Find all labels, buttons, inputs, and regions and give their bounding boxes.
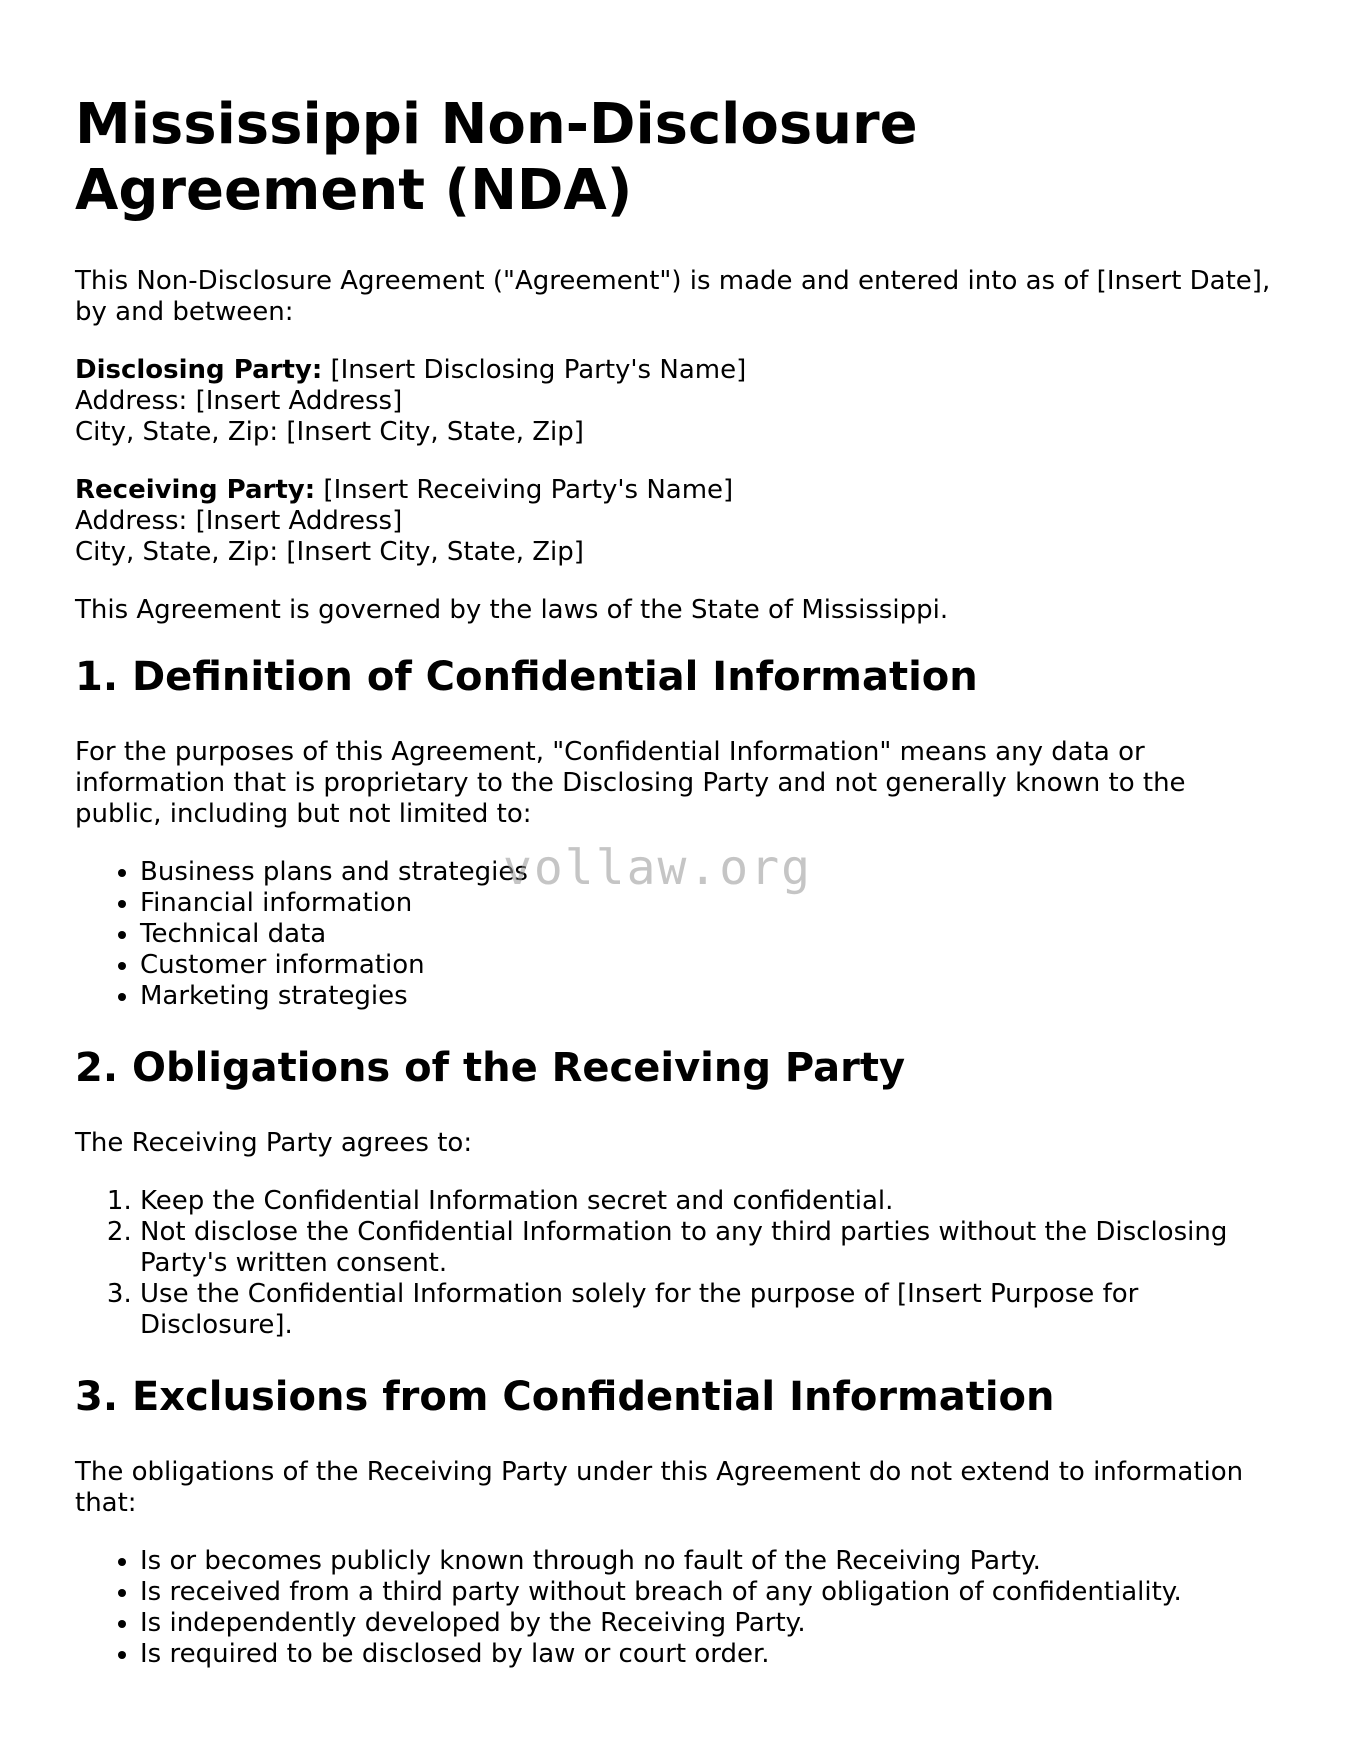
receiving-party-address: Address: [Insert Address] <box>75 506 403 536</box>
receiving-party-line <box>75 475 1275 506</box>
receiving-party-label: Receiving Party: <box>75 475 316 505</box>
list-item: • Is independently developed by the Receiving Party. <box>140 1608 1275 1639</box>
document-page <box>75 92 1275 1702</box>
list-item: 1. Keep the Confidential Information secret and confidential. <box>140 1186 1275 1217</box>
disclosing-party-line <box>75 355 1275 386</box>
list-item: 3. Use the Confidential Information solely for the purpose of [Insert Purpose for Disclosure]. <box>140 1279 1275 1341</box>
list-item: • Is required to be disclosed by law or court order. <box>140 1639 1275 1670</box>
section-3-heading: 3. Exclusions from Confidential Information <box>75 1374 1055 1420</box>
disclosing-party-block <box>75 355 1275 448</box>
section-2-heading: 2. Obligations of the Receiving Party <box>75 1045 906 1091</box>
disclosing-party-label: Disclosing Party: <box>75 355 323 385</box>
list-item: • Financial information <box>140 888 1275 919</box>
list-item: • Technical data <box>140 919 1275 950</box>
receiving-party-name: [Insert Receiving Party's Name] <box>315 475 734 505</box>
receiving-party-block <box>75 475 1275 568</box>
list-item: 2. Not disclose the Confidential Information to any third parties without the Disclosing Party's written consent. <box>140 1217 1275 1279</box>
section-3-list <box>75 1546 1275 1670</box>
document-title: Mississippi Non-Disclosure Agreement (NDA) <box>75 92 918 223</box>
governing-law-paragraph: This Agreement is governed by the laws of the State of Mississippi. <box>75 595 949 625</box>
section-1-heading: 1. Definition of Confidential Information <box>75 654 978 700</box>
intro-paragraph: This Non-Disclosure Agreement ("Agreement") is made and entered into as of [Insert Date], by and between: <box>75 266 1271 327</box>
list-item: • Customer information <box>140 950 1275 981</box>
disclosing-party-name: [Insert Disclosing Party's Name] <box>322 355 747 385</box>
disclosing-party-city: City, State, Zip: [Insert City, State, Zip] <box>75 417 584 447</box>
watermark: vollaw.org <box>503 840 812 896</box>
section-2-text: The Receiving Party agrees to: <box>75 1128 473 1158</box>
list-item: • Is or becomes publicly known through no fault of the Receiving Party. <box>140 1546 1275 1577</box>
receiving-party-city: City, State, Zip: [Insert City, State, Zip] <box>75 537 584 567</box>
section-2-list <box>75 1186 1275 1341</box>
section-1-text: For the purposes of this Agreement, "Confidential Information" means any data or information that is proprietary to the Disclosing Party and not generally known to the public, including but not limited to: <box>75 737 1186 829</box>
list-item: • Marketing strategies <box>140 981 1275 1012</box>
section-3-text: The obligations of the Receiving Party under this Agreement do not extend to information that: <box>75 1457 1244 1518</box>
list-item: • Is received from a third party without breach of any obligation of confidentiality. <box>140 1577 1275 1608</box>
list-item: • Business plans and strategies <box>140 857 1275 888</box>
disclosing-party-address: Address: [Insert Address] <box>75 386 403 416</box>
